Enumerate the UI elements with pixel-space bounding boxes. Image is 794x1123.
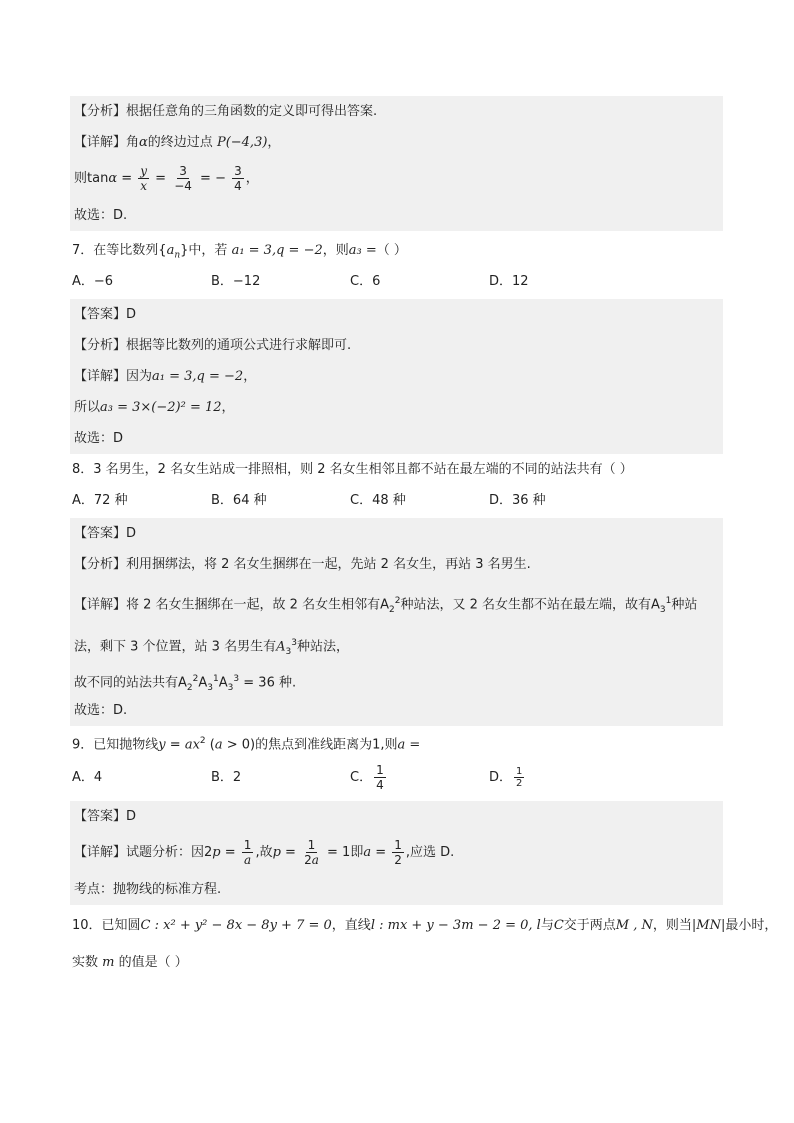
q7-detail-prefix: 【详解】因为 (74, 369, 153, 384)
q9-detail-d: ,应选 D. (405, 845, 455, 860)
q6-tan-formula: 则tanα = $\frac{y}{x}$ = $\frac{3}{-4}$ = − $\frac{3}{4}$ ， (74, 164, 259, 193)
q9-option-d-label: D． (489, 770, 513, 785)
q9-detail-a: 【详解】试题分析：因 (74, 845, 205, 860)
q8-analysis: 【分析】利用捆绑法，将 2 名女生捆绑在一起，先站 2 名女生，再站 3 名男生. (74, 557, 531, 572)
q8-detail1a: 【详解】将 2 名女生捆绑在一起，故 2 名女生相邻有 (74, 597, 381, 613)
q9-option-d-num: 1 (516, 766, 523, 777)
q7-solution (70, 299, 723, 454)
q7-answer: 【答案】D (74, 307, 137, 322)
q7-calc-prefix: 所以 (74, 400, 101, 415)
q8-choose: 故选：D. (74, 703, 128, 718)
q6-choose: 故选：D. (74, 208, 128, 223)
q6-frac-3-4: $\frac{3}{4}$ (234, 164, 242, 193)
q6-point: P(−4,3) (216, 135, 268, 150)
q7-target: a₃ = (348, 243, 377, 258)
q6-detail-end: ， (267, 135, 281, 150)
q9-option-c-den: 4 (376, 778, 384, 792)
q8-solution (70, 518, 723, 726)
q8-answer: 【答案】D (74, 526, 137, 541)
q9-solution (70, 801, 723, 905)
q8-detail3a: 故不同的站法共有 (74, 675, 179, 691)
q7-calc-expr: a₃ = 3×(−2)² = 12 (100, 400, 222, 415)
q8-detail-line2: 法，剩下 3 个位置，站 3 名男生有$A_3^3$种站法， (74, 638, 349, 657)
q10-stem-b: ，直线 (331, 918, 371, 933)
q10-circle: C : x² + y² − 8x − 8y + 7 = 0 (140, 918, 332, 933)
q7-stem-c: ，则 (322, 243, 349, 258)
q7-stem: 7．在等比数列$\{a_n\}$中，若 a₁ = 3,q = −2，则a₃ =（ ） (72, 243, 407, 261)
q7-detail-end: ， (243, 369, 257, 384)
q10-mn: |MN| (691, 918, 726, 933)
q8-option-d: D．36 种 (489, 493, 546, 508)
q6-tan-prefix: 则tan (74, 171, 109, 186)
q8-option-b: B．64 种 (211, 493, 267, 508)
q7-analysis: 【分析】根据等比数列的通项公式进行求解即可. (74, 338, 352, 353)
q9-option-c-num: 1 (376, 763, 384, 777)
q8-detail3b: = 36 种. (243, 675, 297, 691)
q9-options (70, 757, 723, 799)
q7-stem-b: 中，若 (188, 243, 228, 258)
q8-option-c: C．48 种 (350, 493, 406, 508)
q7-option-a: A．−6 (72, 274, 114, 289)
q9-option-c (350, 757, 489, 799)
q9-detail: 【详解】试题分析：因2p = $\frac{1}{a}$ ,故p = $\frac{1}{2a}$ = 1即a = $\frac{1}{2}$ ,应选 D. (74, 838, 455, 867)
q8-detail1c: 种站 (671, 597, 698, 613)
q10-stem2-end: 的值是（ ） (118, 955, 188, 970)
q8-detail2a: 法，剩下 3 个位置，站 3 名男生有 (74, 639, 277, 655)
q9-option-a: A．4 (72, 770, 103, 785)
q10-stem-f: 最小时， (725, 918, 778, 933)
q7-option-d: D．12 (489, 274, 529, 289)
q7-option-c: C．6 (350, 274, 381, 289)
q7-stem-d: （ ） (376, 243, 407, 258)
q6-solution (70, 96, 723, 231)
q7-stem-a: 7．在等比数列 (72, 243, 159, 258)
q9-answer: 【答案】D (74, 809, 137, 824)
q10-stem-d: 交于两点 (563, 918, 616, 933)
q6-detail-mid: 的终边过点 (147, 135, 213, 150)
q10-stem-c: 与 (540, 918, 554, 933)
q9-point: 考点：抛物线的标准方程. (74, 882, 222, 897)
q8-options (70, 485, 723, 516)
q8-detail-line1: 【详解】将 2 名女生捆绑在一起，故 2 名女生相邻有$A_2^2$种站法，又 2 名女生都不站在最左端，故有$A_3^1$种站 (74, 596, 698, 615)
q8-detail2b: 种站法， (296, 639, 349, 655)
q10-stem-e: ，则当 (652, 918, 692, 933)
q7-condition: a₁ = 3,q = −2 (231, 243, 323, 258)
q9-detail-c: 即 (350, 845, 364, 860)
q10-stem: 10．已知圆C : x² + y² − 8x − 8y + 7 = 0，直线l : mx + y − 3m − 2 = 0, l与C交于两点M , N，则当|MN|最小时， (72, 918, 778, 933)
q7-calc (74, 392, 723, 423)
q7-calc-end: ， (221, 400, 235, 415)
q9-stem-b: 的焦点到准线距离为1,则 (255, 737, 398, 753)
q9-option-d-den: 2 (516, 778, 523, 789)
q10-stem-line2: 实数 m 的值是（ ） (72, 955, 188, 970)
q9-stem: 9．已知抛物线$y = ax^2$ (a > 0)的焦点到准线距离为1,则a = (72, 736, 421, 753)
q9-option-d (489, 757, 628, 799)
q9-option-b: B．2 (211, 770, 242, 785)
q8-stem: 8．3 名男生，2 名女生站成一排照相，则 2 名女生相邻且都不站在最左端的不同的站法共有（ ） (72, 462, 633, 477)
q10-stem-a: 10．已知圆 (72, 918, 141, 933)
q7-option-b: B．−12 (211, 274, 261, 289)
q8-option-a: A．72 种 (72, 493, 128, 508)
q7-choose: 故选：D (74, 431, 124, 446)
q6-analysis: 【分析】根据任意角的三角函数的定义即可得出答案. (74, 104, 378, 119)
q9-option-c-label: C． (350, 770, 373, 785)
q9-detail-b: ,故 (255, 845, 273, 860)
q8-detail-line3: 故不同的站法共有$A_2^2A_3^1A_3^3 = 36$ 种. (74, 674, 297, 693)
q6-detail: 【详解】角α的终边过点 P(−4,3)， (74, 135, 281, 150)
q6-frac-yx: $\frac{y}{x}$ (140, 164, 148, 193)
q8-detail1b: 种站法，又 2 名女生都不站在最左端，故有 (400, 597, 651, 613)
q7-detail (74, 361, 723, 392)
q10-points: M , N (615, 918, 653, 933)
q9-stem-a: 9．已知抛物线 (72, 737, 159, 753)
q9-stem-c: a = (397, 737, 421, 753)
q6-detail-prefix: 【详解】角 (74, 135, 140, 150)
document-page (70, 96, 778, 978)
q10-stem2: 实数 (72, 955, 99, 970)
q6-frac-3-neg4: $\frac{3}{-4}$ (174, 164, 192, 193)
q7-detail-cond: a₁ = 3,q = −2 (152, 369, 244, 384)
q10-line: l : mx + y − 3m − 2 = 0, l (370, 918, 541, 933)
q7-options (70, 266, 723, 297)
